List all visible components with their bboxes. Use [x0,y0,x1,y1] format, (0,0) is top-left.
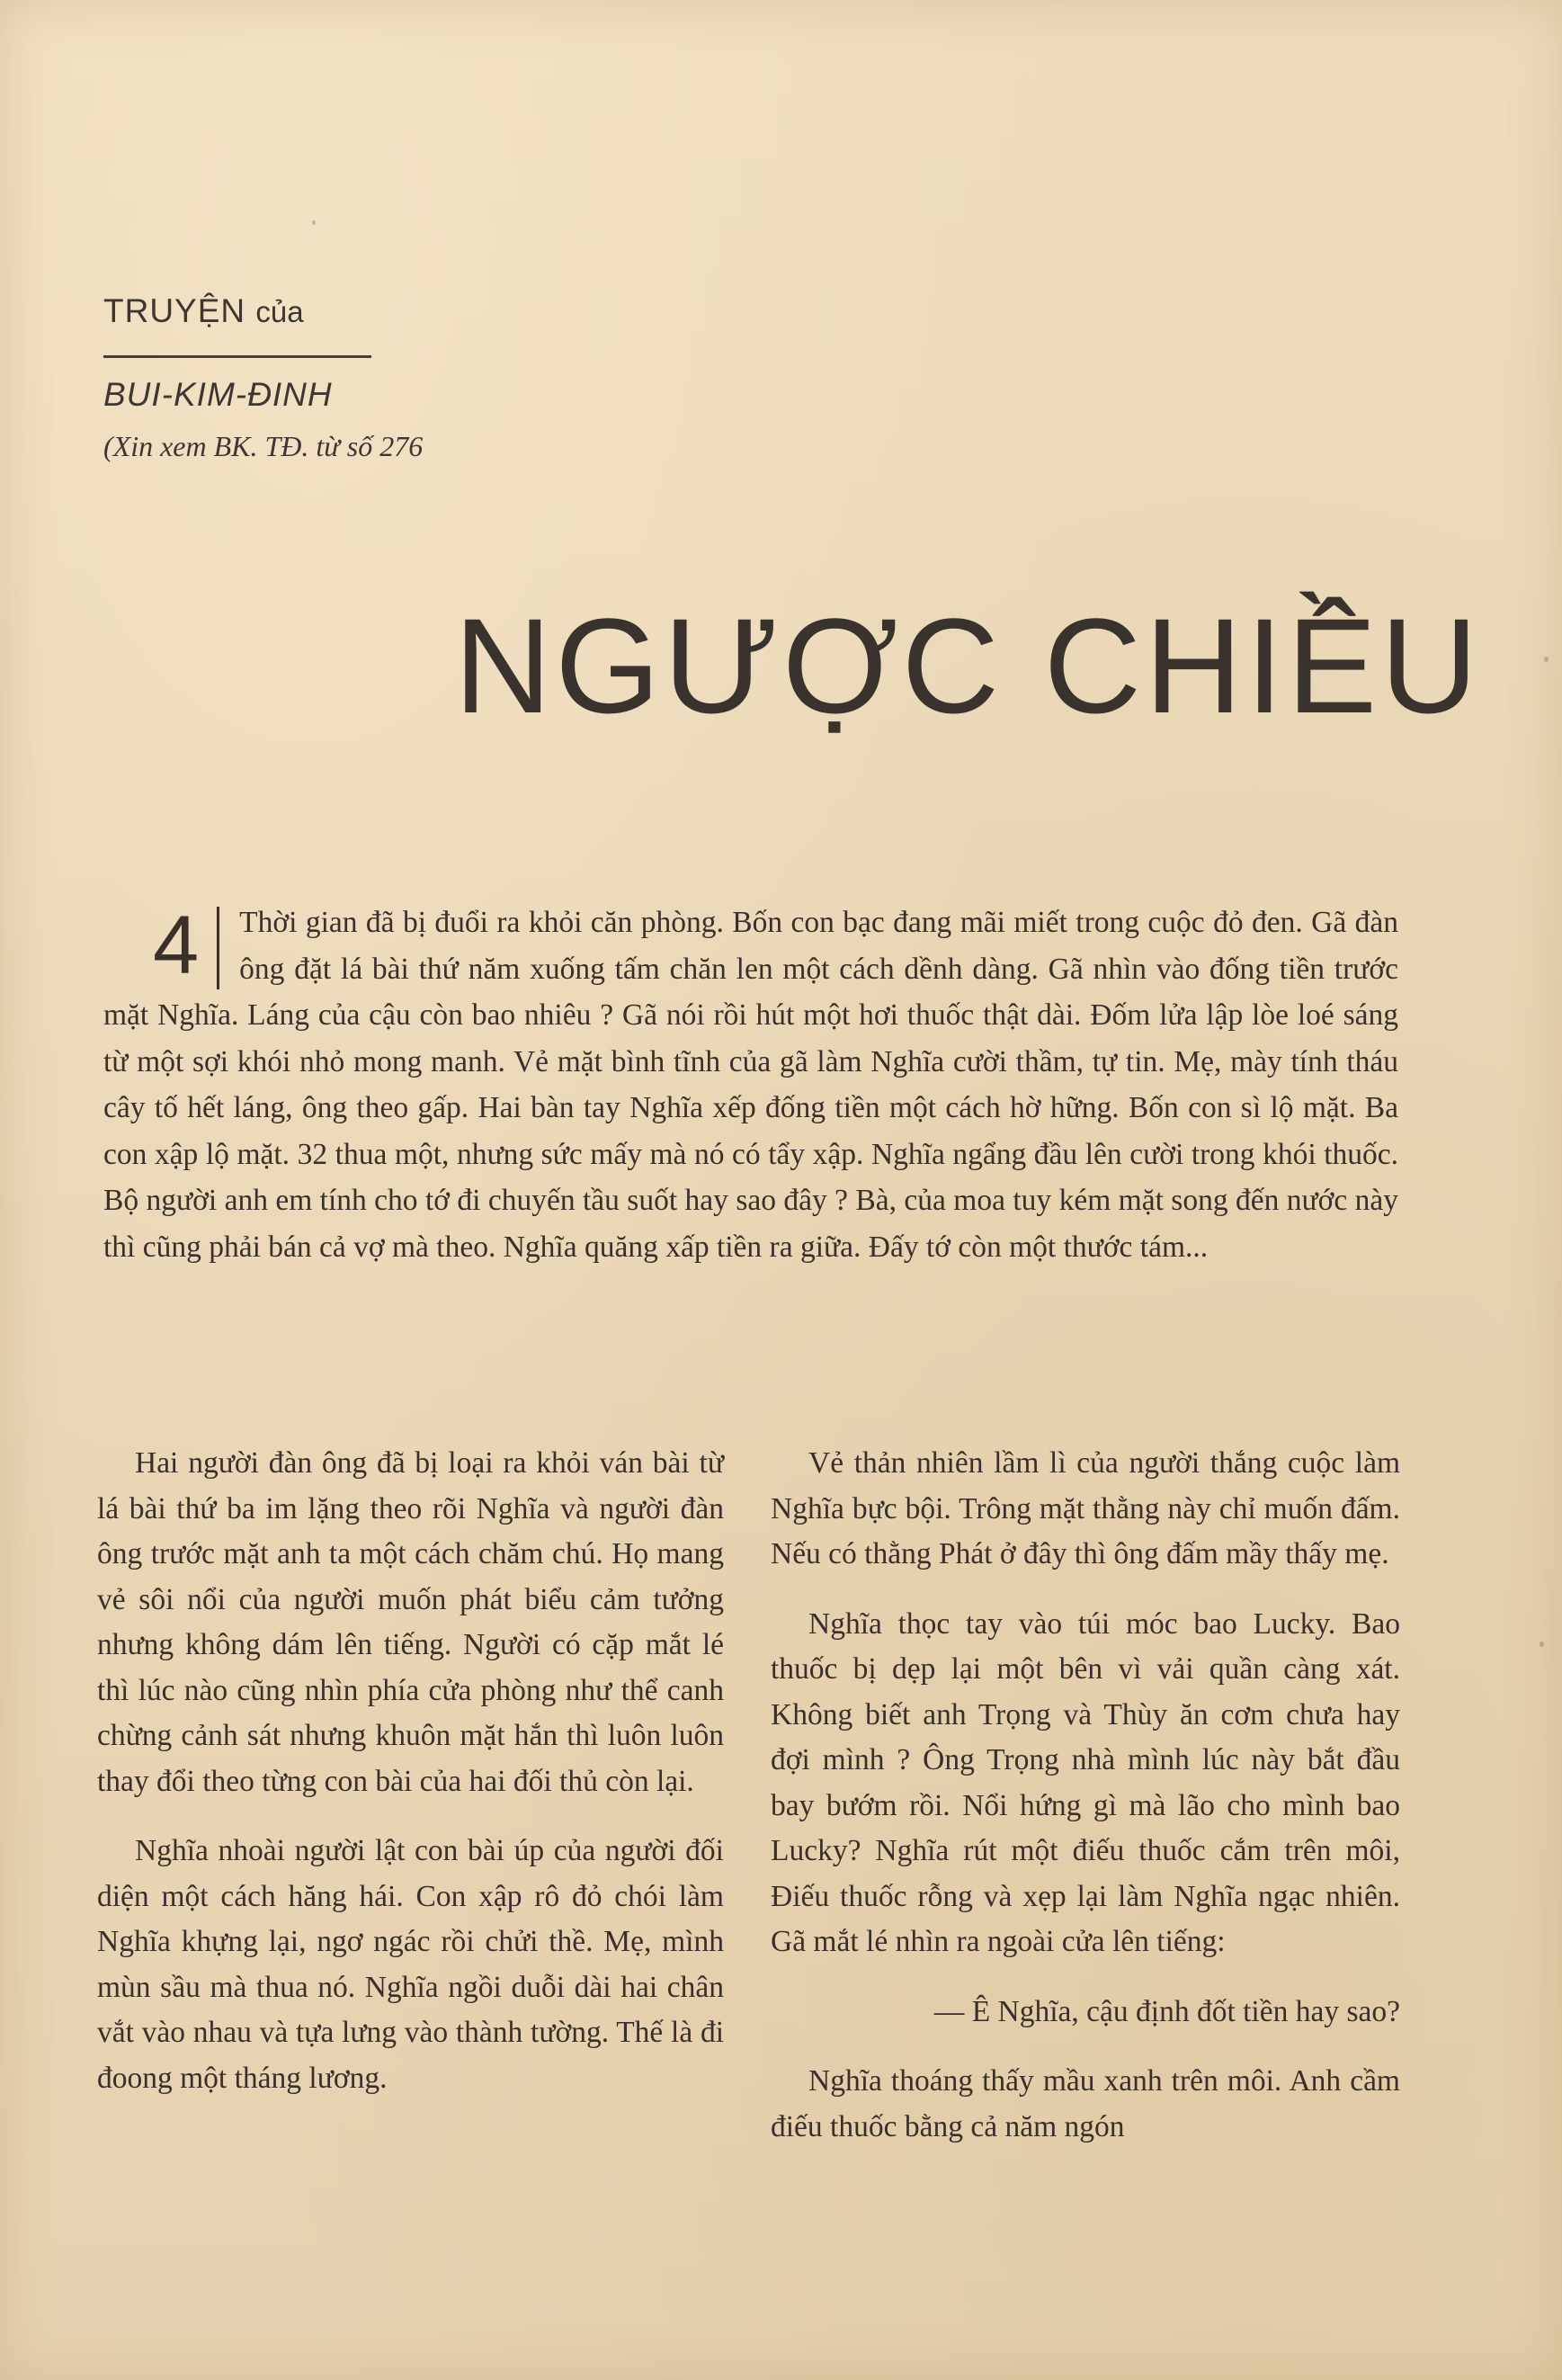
left-column [97,1441,724,2101]
print-speck [312,220,316,225]
story-title: NGƯỢC CHIỀU [454,590,1482,741]
article-header [103,292,607,463]
lead-text: Thời gian đã bị đuổi ra khỏi căn phòng. Bốn con bạc đang mãi miết trong cuộc đỏ đen. Gã đàn ông đặt lá bài thứ năm xuống tấm chăn len một cách dềnh dàng. Gã nhìn vào đống tiền trước mặt Nghĩa. Láng của cậu còn bao nhiêu ? Gã nói rồi hút một hơi thuốc thật dài. Đốm lửa lập lòe loé sáng từ một sợi khói nhỏ mong manh. Vẻ mặt bình tĩnh của gã làm Nghĩa cười thầm, tự tin. Mẹ, mày tính tháu cây tố hết láng, ông theo gấp. Hai bàn tay Nghĩa xếp đống tiền một cách hờ hững. Bốn con sì lộ mặt. Ba con xập lộ mặt. 32 thua một, nhưng sức mấy mà nó có tẩy xập. Nghĩa ngẩng đầu lên cười trong khói thuốc. Bộ người anh em tính cho tớ đi chuyến tầu suốt hay sao đây ? Bà, của moa tuy kém mặt song đến nước này thì cũng phải bán cả vợ mà theo. Nghĩa quăng xấp tiền ra giữa. Đấy tớ còn một thước tám... [103,906,1398,1264]
body-paragraph: Nghĩa thoáng thấy mầu xanh trên môi. Anh cầm điếu thuốc bằng cả năm ngón [771,2064,1400,2143]
chapter-number: 4 [153,907,219,989]
source-note: (Xin xem BK. TĐ. từ số 276 [103,430,424,462]
print-speck [1540,1642,1544,1647]
print-speck [1544,657,1549,662]
header-rule [103,355,371,358]
kicker-label: TRUYỆN [103,292,246,329]
body-paragraph: Nghĩa thọc tay vào túi móc bao Lucky. Bao thuốc bị dẹp lại một bên vì vải quần càng xát. Không biết anh Trọng và Thùy ăn cơm chưa hay đợi mình ? Ông Trọng nhà mình lúc này bắt đầu bay bướm rồi. Nổi hứng gì mà lão cho mình bao Lucky? Nghĩa rút một điếu thuốc cắm trên môi, Điếu thuốc rỗng và xẹp lại làm Nghĩa ngạc nhiên. Gã mắt lé nhìn ra ngoài cửa lên tiếng: [771,1606,1400,1958]
dialogue-line: — Ê Nghĩa, cậu định đốt tiền hay sao? [933,1994,1400,2028]
story-kicker [103,292,607,330]
body-paragraph: Nghĩa nhoài người lật con bài úp của người đối diện một cách hăng hái. Con xập rô đỏ chói làm Nghĩa khựng lại, ngơ ngác rồi chửi thề. Mẹ, mình mùn sầu mà thua nó. Nghĩa ngồi duỗi dài hai chân vắt vào nhau và tựa lưng vào thành tường. Thế là đi đoong một tháng lương. [97,1834,724,2095]
kicker-of: của [255,295,304,328]
lead-paragraph [103,899,1398,1270]
body-paragraph: Vẻ thản nhiên lầm lì của người thắng cuộc làm Nghĩa bực bội. Trông mặt thằng này chỉ muốn đấm. Nếu có thằng Phát ở đây thì ông đấm mầy thấy mẹ. [771,1446,1400,1570]
author-name: BUI-KIM-ĐINH [103,376,333,413]
body-paragraph: Hai người đàn ông đã bị loại ra khỏi ván bài từ lá bài thứ ba im lặng theo rõi Nghĩa và người đàn ông trước mặt anh ta một cách chăm chú. Họ mang vẻ sôi nổi của người muốn phát biểu cảm tưởng nhưng không dám lên tiếng. Người có cặp mắt lé thì lúc nào cũng nhìn phía cửa phòng như thể canh chừng cảnh sát nhưng khuôn mặt hắn thì luôn luôn thay đổi theo từng con bài của hai đối thủ còn lại. [97,1446,724,1798]
right-column [771,1441,1400,2150]
